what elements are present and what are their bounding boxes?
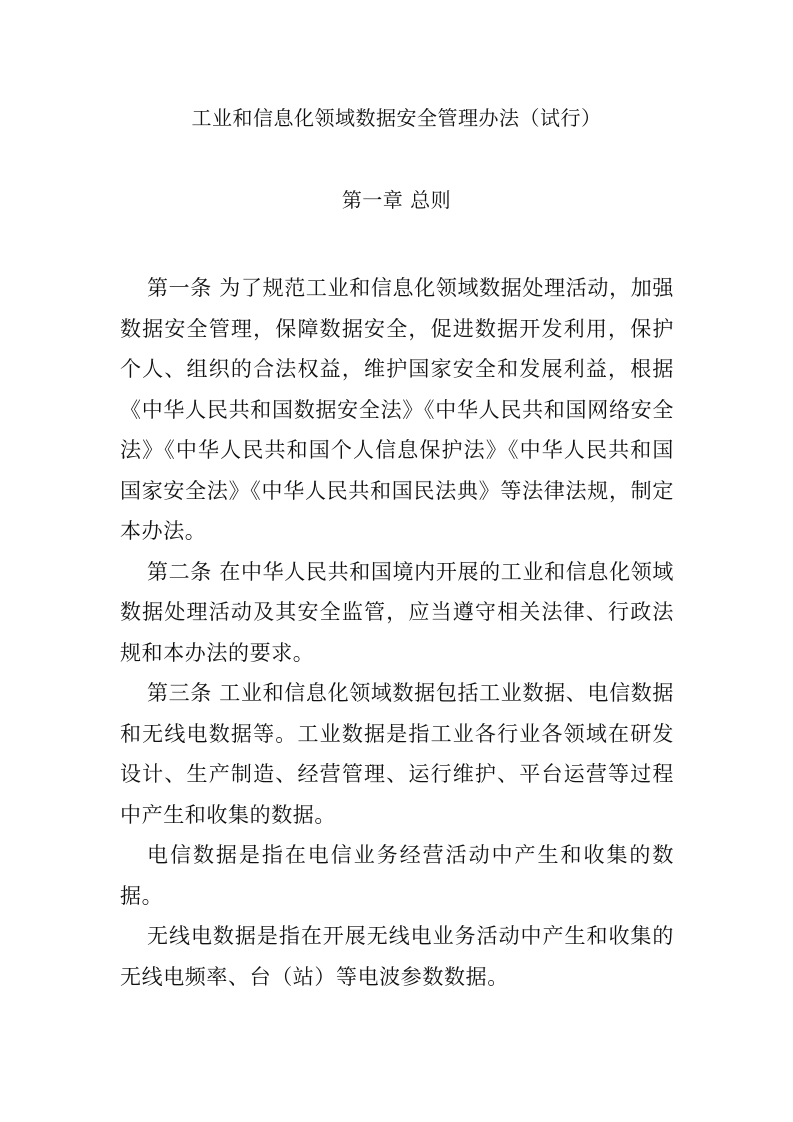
document-title: 工业和信息化领域数据安全管理办法（试行） (191, 106, 602, 130)
paragraph-telecom-data: 电信数据是指在电信业务经营活动中产生和收集的数据。 (120, 843, 674, 908)
document-body (120, 268, 674, 997)
paragraph-article-1: 第一条 为了规范工业和信息化领域数据处理活动，加强数据安全管理，保障数据安全，促进数据开发利用，保护个人、组织的合法权益，维护国家安全和发展利益，根据《中华人民共和国数据安全法》《中华人民共和国网络安全法》《中华人民共和国个人信息保护法》《中华人民共和国国家安全法》《中华人民共和国民法典》等法律法规，制定本办法。 (120, 276, 674, 543)
chapter-heading: 第一章 总则 (341, 188, 452, 212)
paragraph-radio-data: 无线电数据是指在开展无线电业务活动中产生和收集的无线电频率、台（站）等电波参数数据。 (120, 924, 674, 989)
paragraph-article-2: 第二条 在中华人民共和国境内开展的工业和信息化领域数据处理活动及其安全监管，应当遵守相关法律、行政法规和本办法的要求。 (120, 559, 674, 665)
paragraph-article-3: 第三条 工业和信息化领域数据包括工业数据、电信数据和无线电数据等。工业数据是指工业各行业各领域在研发设计、生产制造、经营管理、运行维护、平台运营等过程中产生和收集的数据。 (120, 681, 674, 827)
